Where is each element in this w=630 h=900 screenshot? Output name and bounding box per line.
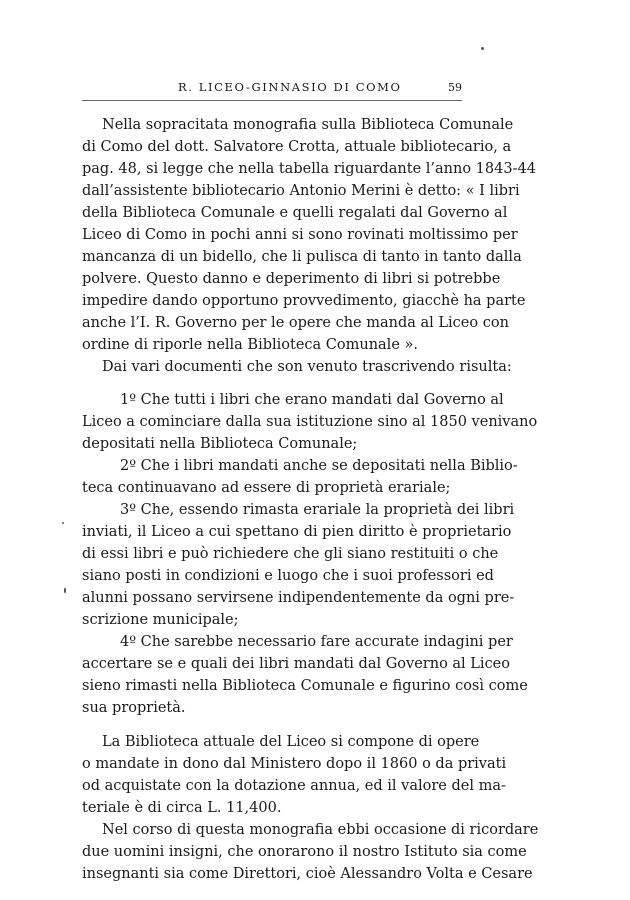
- text-line: depositati nella Biblioteca Comunale;: [82, 436, 358, 452]
- running-header: [82, 80, 462, 100]
- text-line: sieno rimasti nella Biblioteca Comunale e figurino così come: [82, 678, 528, 694]
- text-line: siano posti in condizioni e luogo che i suoi professori ed: [82, 568, 494, 584]
- paper-speck: [64, 588, 66, 593]
- page-number: 59: [448, 81, 462, 94]
- text-line: due uomini insigni, che onorarono il nostro Istituto sia come: [82, 844, 527, 860]
- text-line: Dai vari documenti che son venuto trascrivendo risulta:: [102, 359, 512, 375]
- text-line: pag. 48, si legge che nella tabella riguardante l’anno 1843-44: [82, 161, 536, 177]
- paper-speck: [62, 522, 64, 524]
- text-line: ordine di riporle nella Biblioteca Comunale ».: [82, 337, 418, 353]
- text-line: 4º Che sarebbe necessario fare accurate indagini per: [120, 634, 513, 650]
- text-line: o mandate in dono dal Ministero dopo il 1860 o da privati: [82, 756, 507, 772]
- text-line: teca continuavano ad essere di proprietà erariale;: [82, 480, 451, 496]
- text-line: 1º Che tutti i libri che erano mandati dal Governo al: [120, 392, 504, 408]
- running-title: R. LICEO-GINNASIO DI COMO: [178, 80, 402, 94]
- text-line: Nella sopracitata monografia sulla Biblioteca Comunale: [102, 117, 514, 133]
- text-line: scrizione municipale;: [82, 612, 239, 628]
- text-line: od acquistate con la dotazione annua, ed il valore del ma-: [82, 778, 506, 794]
- text-line: Nel corso di questa monografia ebbi occasione di ricordare: [102, 822, 539, 838]
- text-line: polvere. Questo danno e deperimento di libri si potrebbe: [82, 271, 501, 287]
- text-line: teriale è di circa L. 11,400.: [82, 800, 282, 816]
- text-line: accertare se e quali dei libri mandati dal Governo al Liceo: [82, 656, 510, 672]
- text-line: inviati, il Liceo a cui spettano di pien diritto è proprietario: [82, 524, 512, 540]
- text-line: 3º Che, essendo rimasta erariale la proprietà dei libri: [120, 502, 515, 518]
- paper-speck: [481, 47, 484, 50]
- text-line: mancanza di un bidello, che li pulisca di tanto in tanto dalla: [82, 249, 522, 265]
- text-line: di essi libri e può richiedere che gli siano restituiti o che: [82, 546, 499, 562]
- text-line: insegnanti sia come Direttori, cioè Alessandro Volta e Cesare: [82, 866, 533, 882]
- text-line: impedire dando opportuno provvedimento, giacchè ha parte: [82, 293, 526, 309]
- text-line: della Biblioteca Comunale e quelli regalati dal Governo al: [82, 205, 508, 221]
- header-rule: [82, 100, 462, 101]
- text-line: Liceo a cominciare dalla sua istituzione sino al 1850 venivano: [82, 414, 538, 430]
- text-line: dall’assistente bibliotecario Antonio Merini è detto: « I libri: [82, 183, 520, 199]
- text-line: anche l’I. R. Governo per le opere che manda al Liceo con: [82, 315, 509, 331]
- text-line: alunni possano servirsene indipendentemente da ogni pre-: [82, 590, 515, 606]
- text-line: Liceo di Como in pochi anni si sono rovinati moltissimo per: [82, 227, 518, 243]
- text-line: 2º Che i libri mandati anche se depositati nella Biblio-: [120, 458, 518, 474]
- text-line: di Como del dott. Salvatore Crotta, attuale bibliotecario, a: [82, 139, 512, 155]
- text-line: La Biblioteca attuale del Liceo si compone di opere: [102, 734, 480, 750]
- text-line: sua proprietà.: [82, 700, 186, 716]
